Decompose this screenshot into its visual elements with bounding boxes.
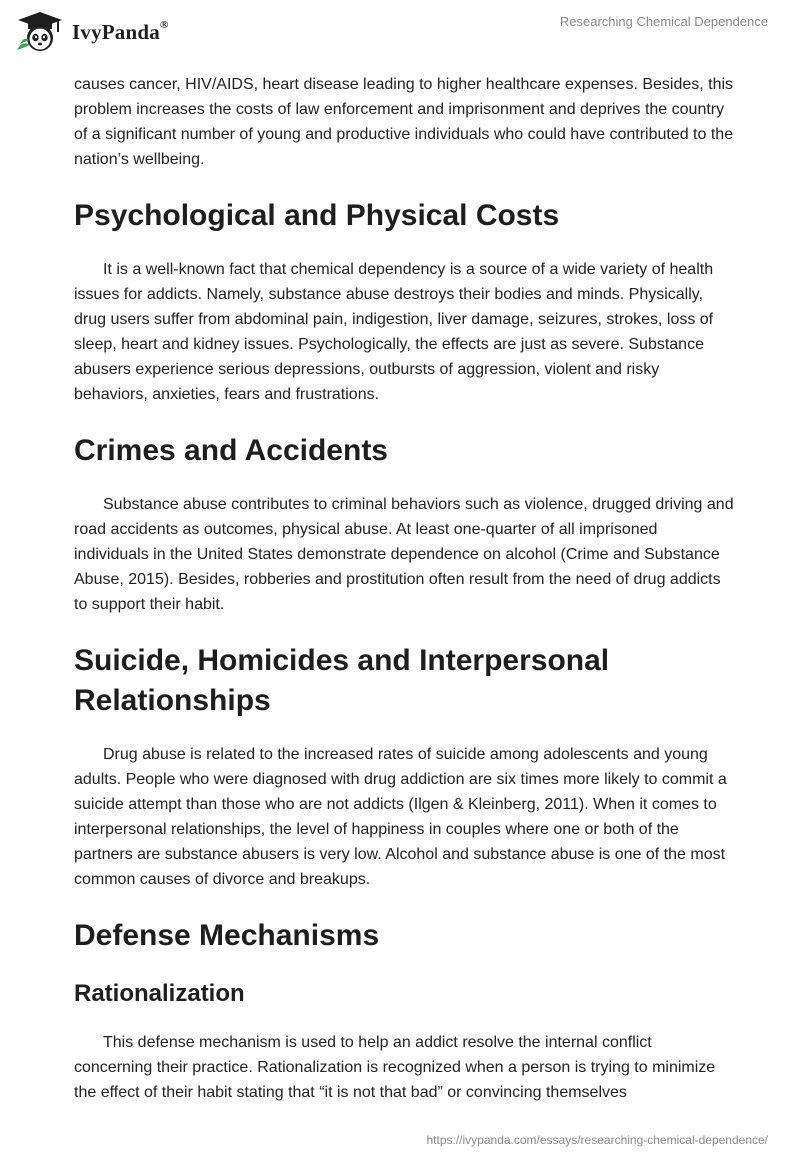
intro-paragraph: causes cancer, HIV/AIDS, heart disease leading to higher healthcare expenses. Besides, this problem increases the costs of law enforcement and imprisonment and deprives the country of a significant number of young and productive individuals who could have contributed to the nation’s wellbeing.: [74, 76, 734, 168]
section-paragraph-suicide-relationships: Drug abuse is related to the increased rates of suicide among adolescents and young adults. People who were diagnosed with drug addiction are six times more likely to commit a suicide attempt than those who are not addicts (Ilgen & Kleinberg, 2011). When it comes to interpersonal relationships, the level of happiness in couples where one or both of the partners are substance abusers is very low. Alcohol and substance abuse is one of the most common causes of divorce and breakups.: [74, 746, 727, 888]
document-title: Researching Chemical Dependence: [559, 14, 768, 29]
section-paragraph-psychological-costs: It is a well-known fact that chemical dependency is a source of a wide variety of health issues for addicts. Namely, substance abuse destroys their bodies and minds. Physically, drug users suffer from abdominal pain, indigestion, liver damage, seizures, strokes, loss of sleep, heart and kidney issues. Psychologically, the effects are just as severe. Substance abusers experience serious depressions, outbursts of aggression, violent and risky behaviors, anxieties, fears and frustrations.: [74, 261, 714, 403]
panda-graduate-icon: [14, 10, 66, 54]
logo-text: IvyPanda®: [72, 18, 169, 44]
source-url[interactable]: https://ivypanda.com/essays/researching-chemical-dependence/: [426, 1133, 768, 1147]
section-heading-crimes-accidents: Crimes and Accidents: [74, 434, 388, 467]
section-heading-defense-mechanisms: Defense Mechanisms: [74, 919, 380, 952]
ivypanda-logo[interactable]: [14, 10, 168, 54]
section-paragraph-crimes-accidents: Substance abuse contributes to criminal behaviors such as violence, drugged driving and road accidents as outcomes, physical abuse. At least one-quarter of all imprisoned individuals in the United States demonstrate dependence on alcohol (Crime and Substance Abuse, 2015). Besides, robberies and prostitution often result from the need of drug addicts to support their habit.: [74, 496, 734, 613]
subsection-heading-rationalization: Rationalization: [74, 980, 245, 1007]
essay-content: [74, 72, 734, 1105]
subsection-paragraph-rationalization: This defense mechanism is used to help an addict resolve the internal conflict concerning their practice. Rationalization is recognized when a person is trying to minimize the effect of their habit stating that “it is not that bad” or convincing themselves: [74, 1034, 716, 1101]
section-heading-psychological-costs: Psychological and Physical Costs: [74, 199, 560, 232]
section-heading-suicide-relationships: Suicide, Homicides and Interpersonal Relationships: [74, 644, 610, 717]
